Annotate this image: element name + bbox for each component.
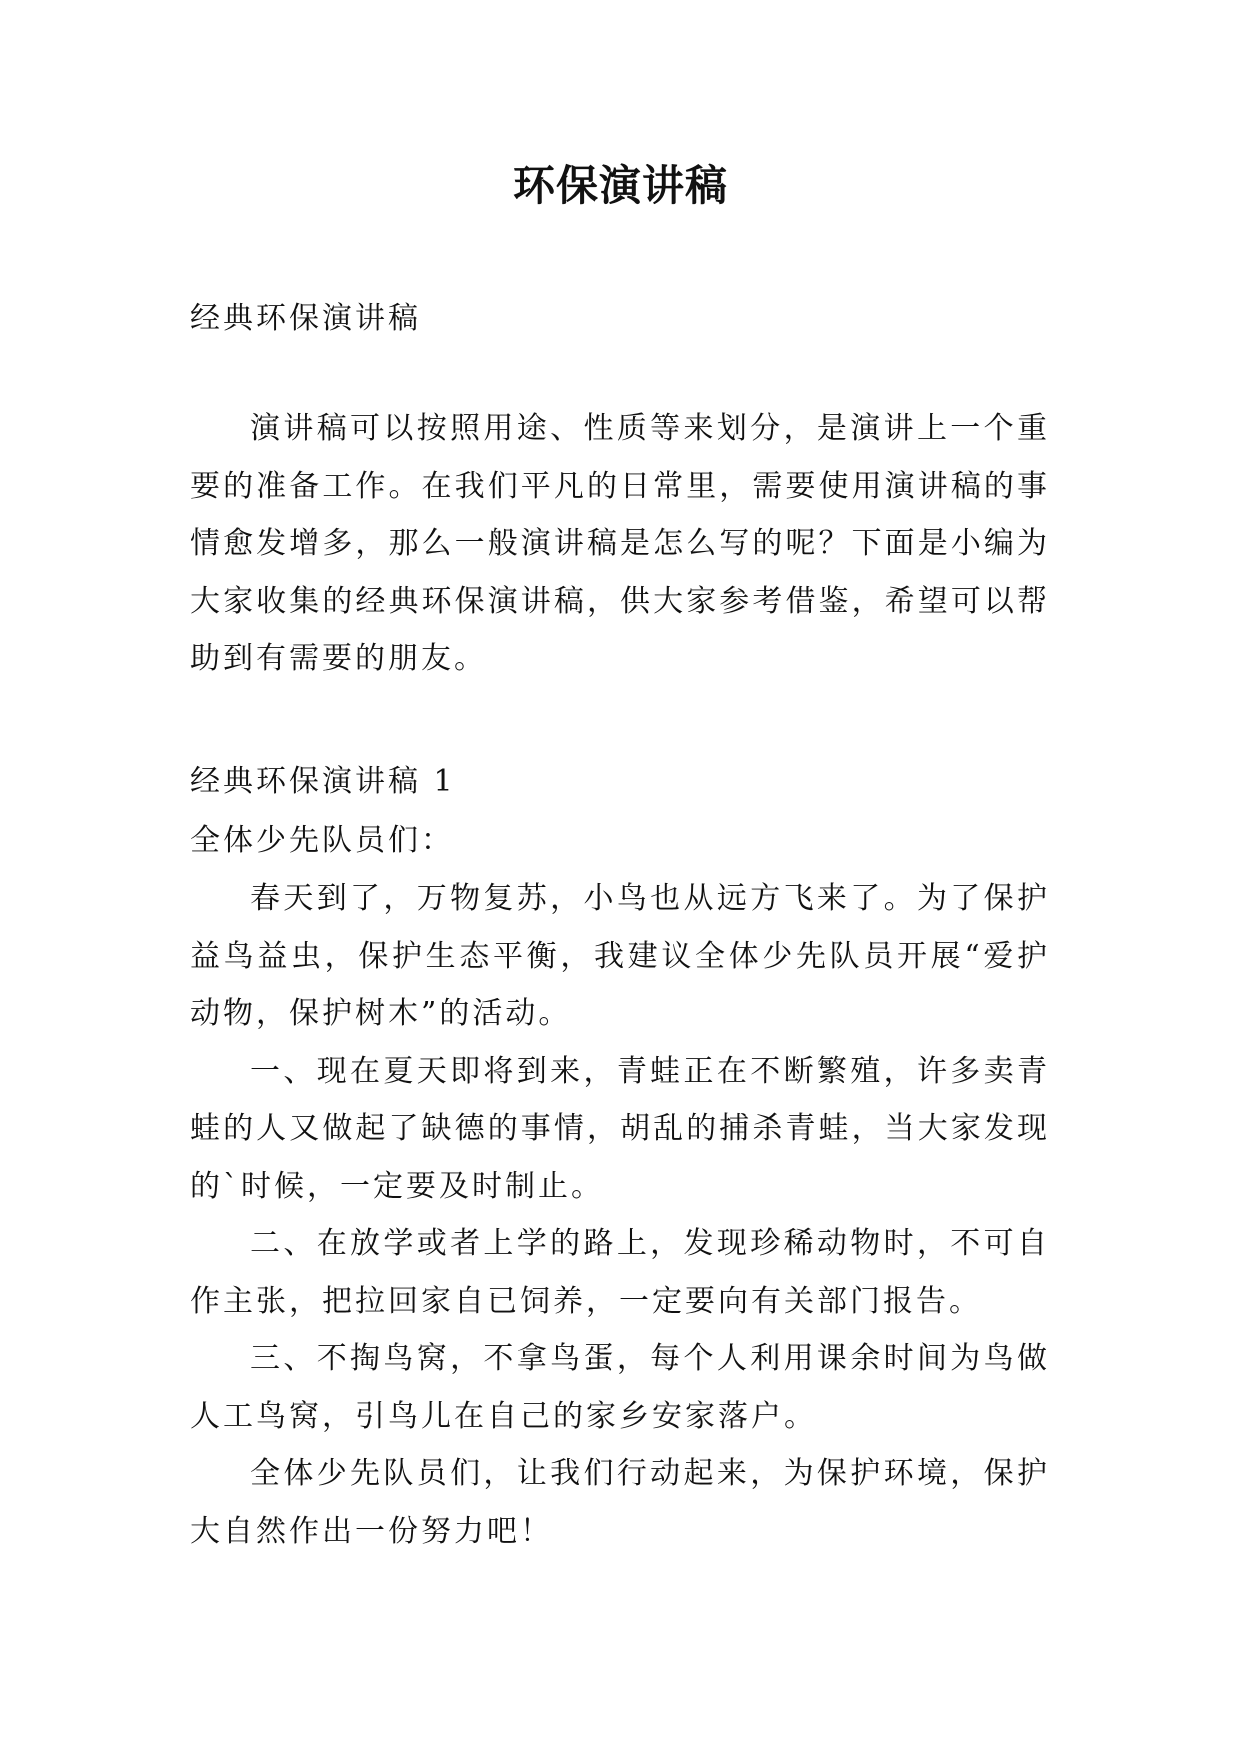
speech-paragraph-closing: 全体少先队员们，让我们行动起来，为保护环境，保护大自然作出一份努力吧！ — [190, 1456, 1050, 1549]
speech-paragraph-point-1: 一、现在夏天即将到来，青蛙正在不断繁殖，许多卖青蛙的人又做起了缺德的事情，胡乱的捕杀青蛙，当大家发现的`时候，一定要及时制止。 — [190, 1053, 1050, 1204]
speech-paragraph-point-2: 二、在放学或者上学的路上，发现珍稀动物时，不可自作主张，把拉回家自已饲养，一定要向有关部门报告。 — [190, 1226, 1050, 1319]
intro-paragraph: 演讲稿可以按照用途、性质等来划分，是演讲上一个重要的准备工作。在我们平凡的日常里，需要使用演讲稿的事情愈发增多，那么一般演讲稿是怎么写的呢？下面是小编为大家收集的经典环保演讲稿，供大家参考借鉴，希望可以帮助到有需要的朋友。 — [190, 411, 1050, 676]
speech-greeting: 全体少先队员们： — [190, 823, 454, 858]
document-subtitle: 经典环保演讲稿 — [190, 301, 421, 336]
section-heading: 经典环保演讲稿 1 — [190, 764, 456, 799]
speech-paragraph-opening: 春天到了，万物复苏，小鸟也从远方飞来了。为了保护益鸟益虫，保护生态平衡，我建议全体少先队员开展“爱护动物，保护树木”的活动。 — [190, 881, 1050, 1031]
document-title: 环保演讲稿 — [512, 161, 728, 210]
speech-body — [190, 870, 1050, 1560]
speech-paragraph-point-3: 三、不掏鸟窝，不拿鸟蛋，每个人利用课余时间为鸟做人工鸟窝，引鸟儿在自己的家乡安家落户。 — [190, 1341, 1050, 1434]
